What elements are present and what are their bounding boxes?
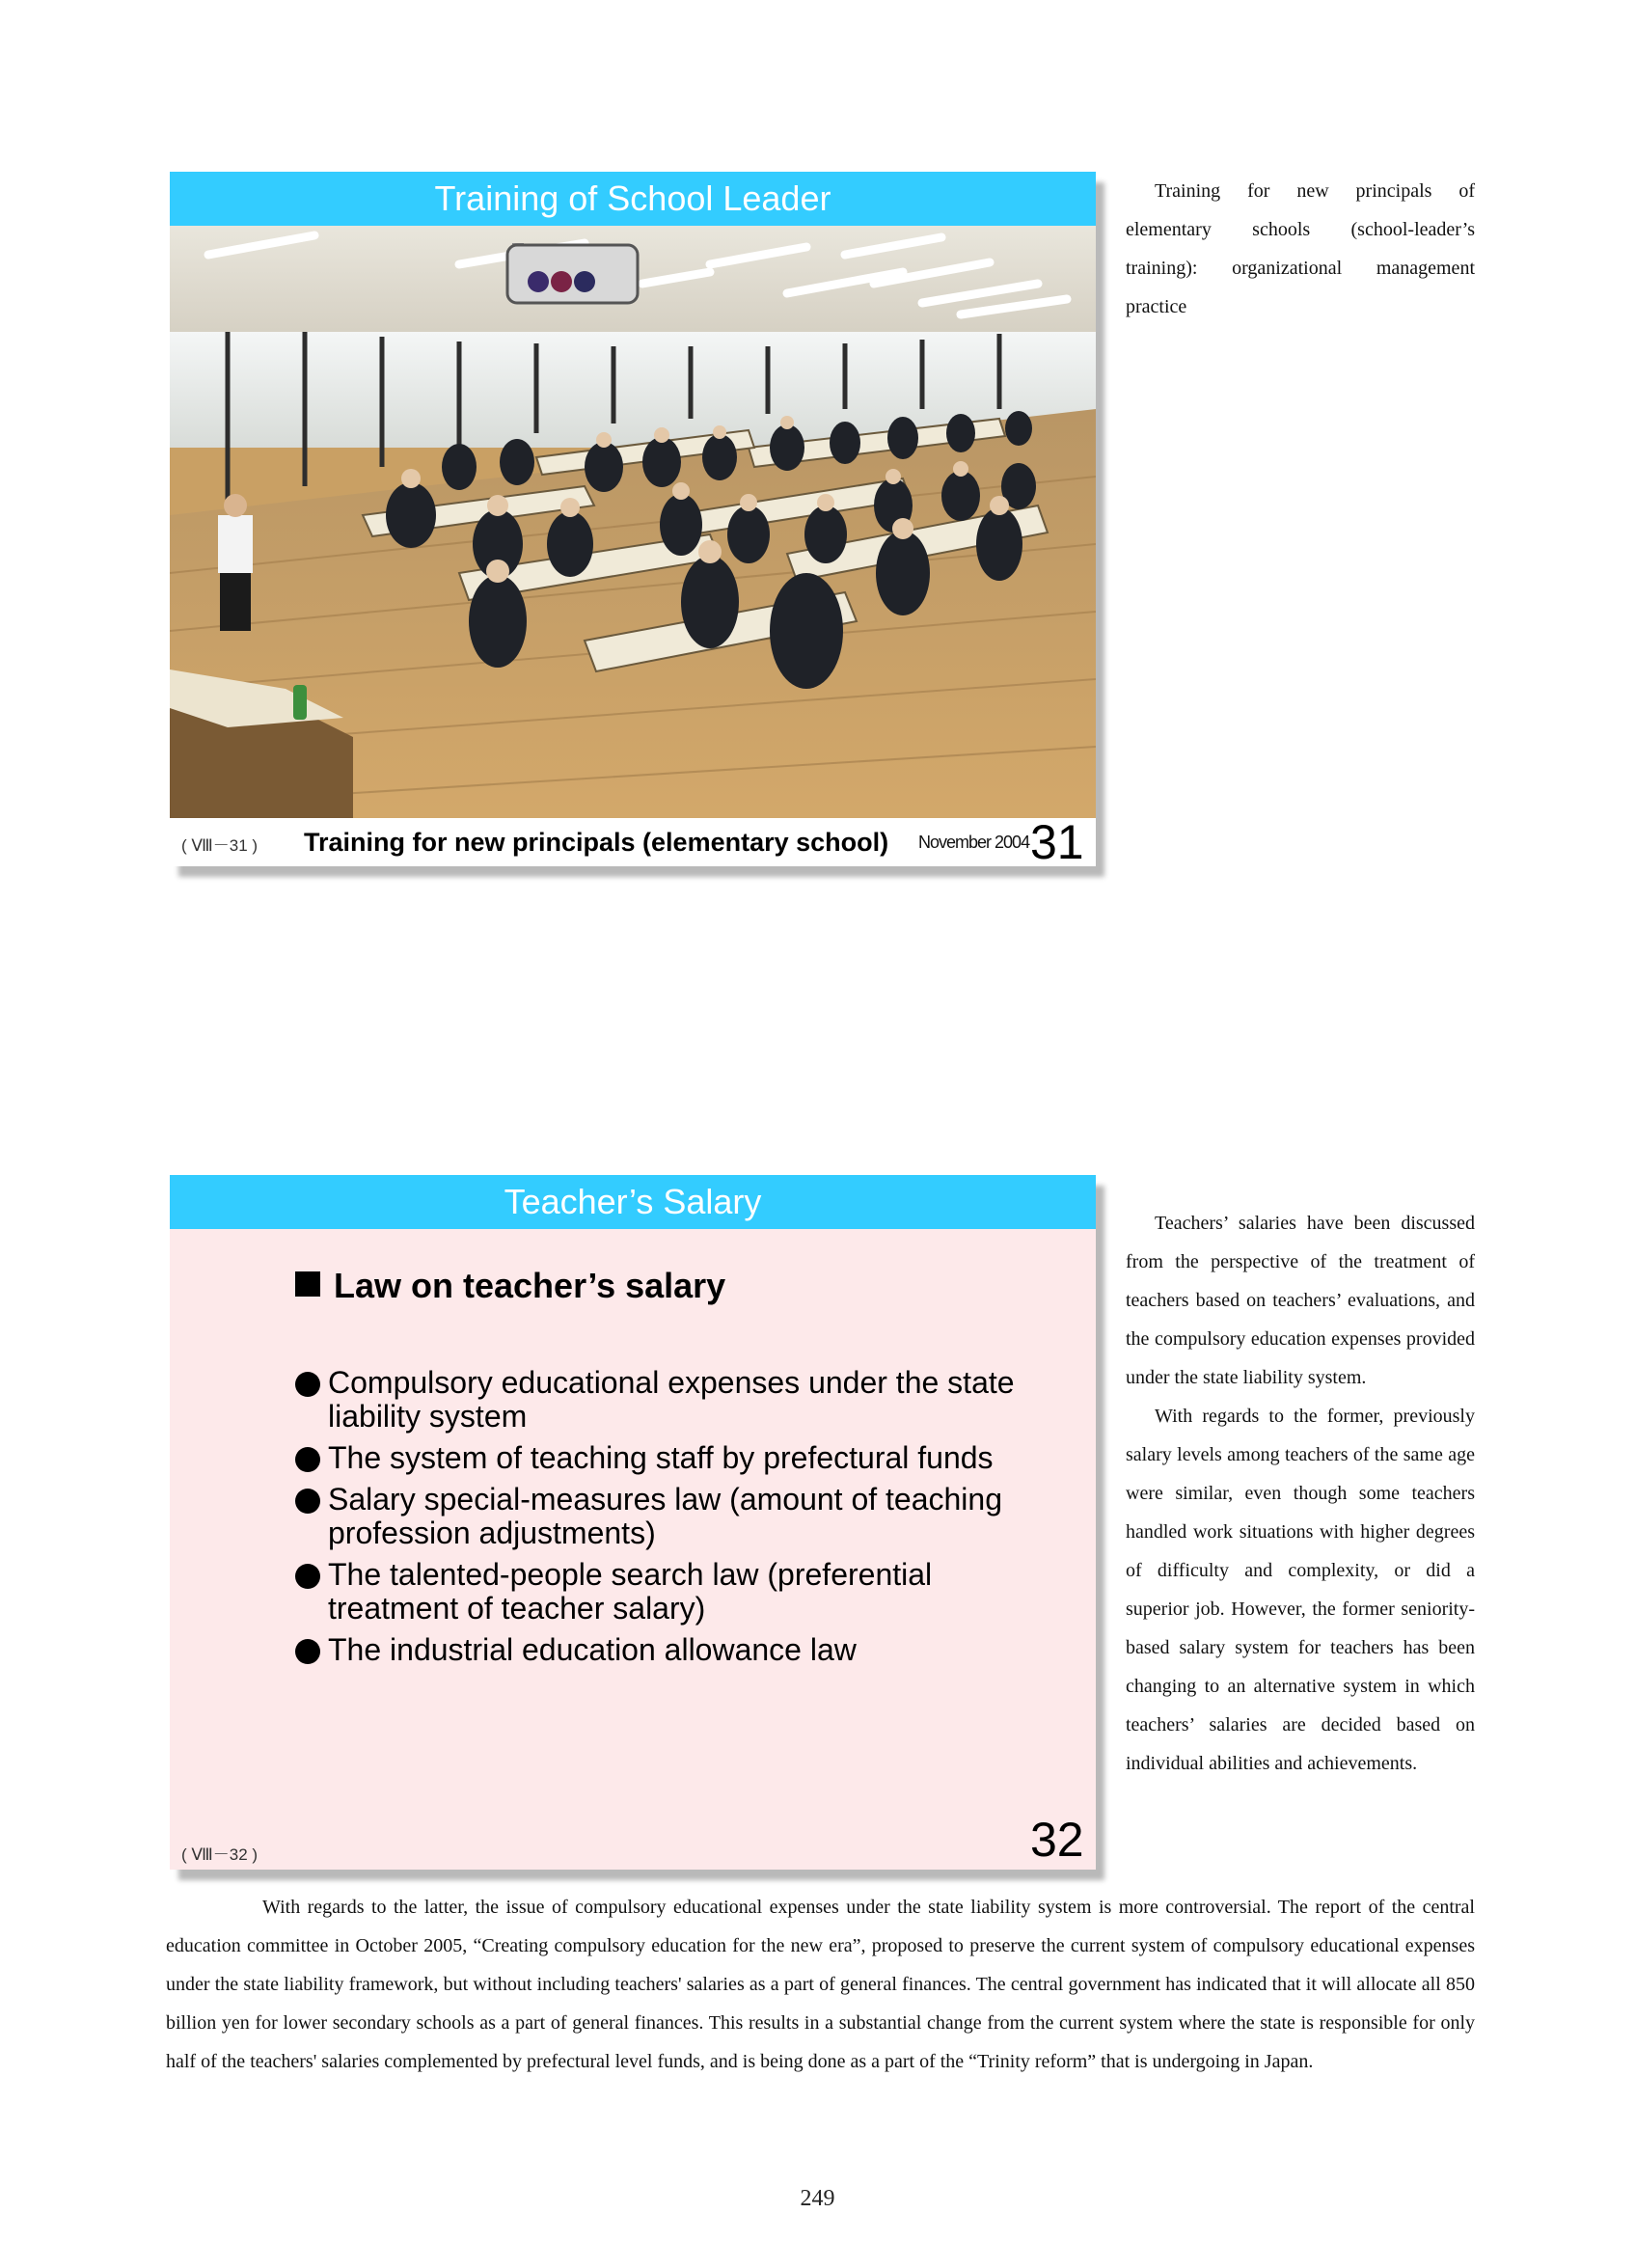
description-paragraph: Training for new principals of elementary schools (school-leader’s training): organizational management practice <box>1126 180 1475 317</box>
body-text <box>166 1888 1475 2081</box>
slide-32 <box>170 1175 1096 1870</box>
slide-title: Training of School Leader <box>170 172 1096 226</box>
bullet-dot-icon <box>295 1372 320 1397</box>
slide-caption: Training for new principals (elementary school) <box>304 828 889 857</box>
heading-text: Law on teacher’s salary <box>334 1266 726 1305</box>
bullet-dot-icon <box>295 1447 320 1472</box>
slide-number: 31 <box>1030 815 1084 869</box>
page-number: 249 <box>800 2186 835 2211</box>
slide-32-description <box>1126 1204 1475 1783</box>
list-item: Compulsory educational expenses under the state liability system <box>295 1366 1042 1434</box>
bullet-dot-icon <box>295 1564 320 1589</box>
slide-title: Teacher’s Salary <box>170 1175 1096 1229</box>
slide-number: 32 <box>1030 1813 1084 1867</box>
slide-date: November 2004 <box>918 833 1030 852</box>
slide-heading <box>295 1266 725 1306</box>
bullet-list <box>295 1366 1042 1675</box>
slide-31 <box>170 172 1096 869</box>
list-item: The system of teaching staff by prefectural funds <box>295 1441 1042 1475</box>
list-item: Salary special-measures law (amount of teaching profession adjustments) <box>295 1483 1042 1550</box>
bullet-dot-icon <box>295 1489 320 1514</box>
description-paragraph: With regards to the former, previously salary levels among teachers of the same age were similar, even though some teachers handled work situations with higher degrees of difficulty and complexity, or did a superior job. However, the former seniority-based salary system for teachers has been changing to an alternative system in which teachers’ salaries are decided based on individual abilities and achievements. <box>1126 1406 1475 1774</box>
slide-code: ( Ⅷ－31 ) <box>181 836 259 855</box>
list-item: The talented-people search law (preferential treatment of teacher salary) <box>295 1558 1042 1626</box>
list-item: The industrial education allowance law <box>295 1633 1042 1667</box>
slide-code: ( Ⅷ－32 ) <box>181 1845 259 1864</box>
classroom-photo <box>170 226 1096 818</box>
square-bullet-icon <box>295 1271 320 1297</box>
body-paragraph: With regards to the latter, the issue of compulsory educational expenses under the state liability system is more controversial. The report of the central education committee in October 2005, “Creating compulsory education for the new era”, proposed to preserve the current system of compulsory educational expenses under the state liability framework, but without including teachers' salaries as a part of general finances. The central government has indicated that it will allocate all 850 billion yen for lower secondary schools as a part of general finances. This results in a substantial change from the current system where the state is responsible for only half of the teachers' salaries complemented by prefectural level funds, and is being done as a part of the “Trinity reform” that is undergoing in Japan. <box>166 1897 1475 2072</box>
slide-31-description <box>1126 172 1475 326</box>
bullet-dot-icon <box>295 1639 320 1664</box>
description-paragraph: Teachers’ salaries have been discussed from the perspective of the treatment of teachers based on teachers’ evaluations, and the compulsory education expenses provided under the state liability system. <box>1126 1213 1475 1388</box>
